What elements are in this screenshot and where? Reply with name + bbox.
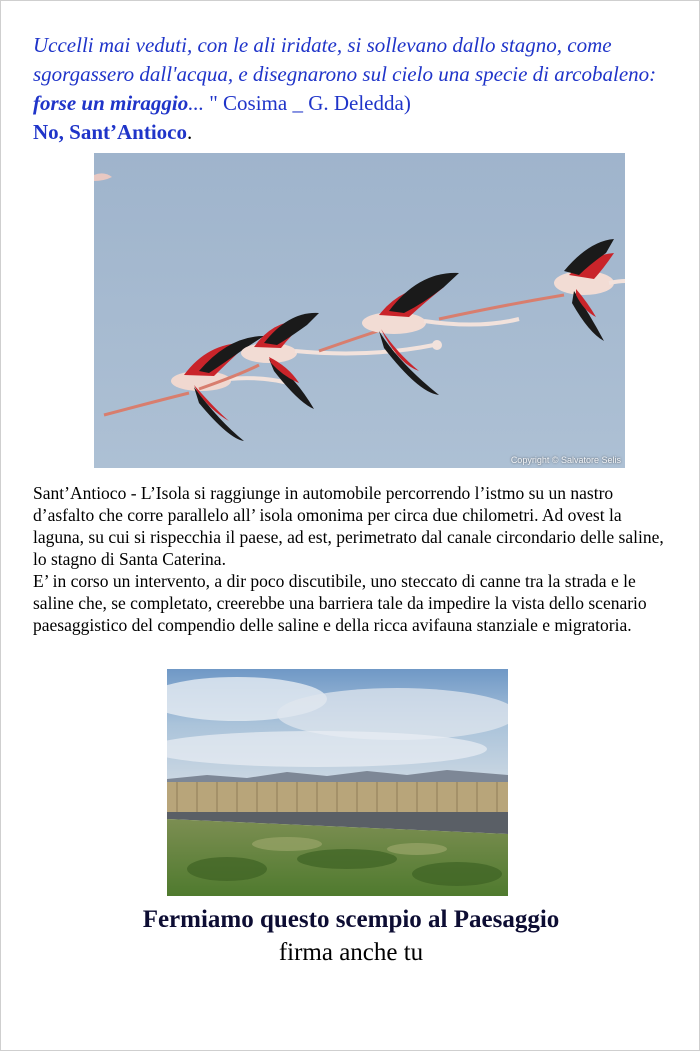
deledda-quote [33, 31, 683, 147]
cta-title: Fermiamo questo scempio al Paesaggio [142, 906, 560, 933]
paragraph-location: Sant’Antioco - L’Isola si raggiunge in automobile percorrendo l’istmo su un nastro d’asfalto che corre parallelo all’ isola omonima per circa due chilometri. Ad ovest la laguna, su cui si rispecchia il paese, ad est, perimetrato dal canale circondario delle saline, lo stagno di Santa Caterina. [33, 483, 664, 569]
flamingo-illustration [94, 153, 625, 468]
quote-place: No, Sant’Antioco [33, 120, 188, 144]
paragraph-intervention: E’ in corso un intervento, a dir poco discutibile, uno steccato di canne tra la strada e le saline che, se completato, creerebbe una barriera tale da impedire la vista dello scenario paesaggistico del compendio delle saline e della ricca avifauna stanziale e migratoria. [33, 571, 647, 635]
quote-text: Uccelli mai veduti, con le ali iridate, si sollevano dallo stagno, come sgorgassero dall'acqua, e disegnarono sul cielo una specie di arcobaleno: [33, 33, 657, 86]
cta-subtitle: firma anche tu [278, 939, 424, 966]
fence-photo [167, 669, 508, 896]
quote-ellipsis: ... [188, 91, 210, 115]
quote-highlight: forse un miraggio [33, 91, 189, 115]
photo-copyright: Copyright © Salvatore Selis [510, 455, 621, 465]
flamingo-photo [94, 153, 625, 468]
quote-place-end: . [187, 120, 193, 144]
sky-background [94, 153, 625, 468]
quote-attribution: " Cosima _ G. Deledda) [209, 91, 411, 115]
article-body [33, 482, 673, 636]
fence-illustration [167, 669, 508, 896]
